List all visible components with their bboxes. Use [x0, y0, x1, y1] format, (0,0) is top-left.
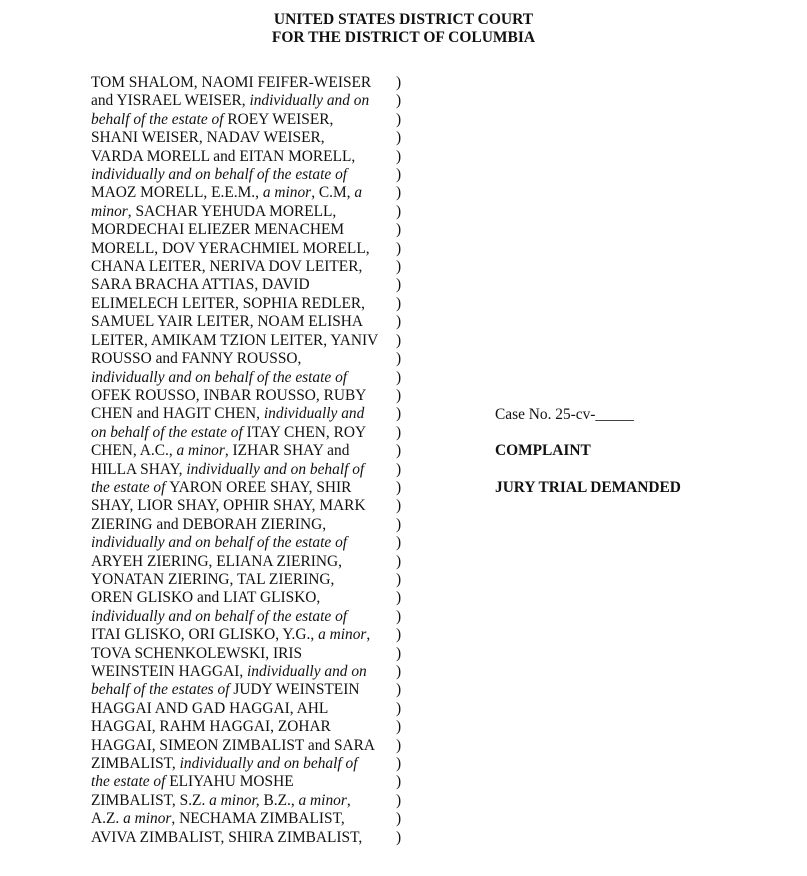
party-names-text: [91, 350, 301, 368]
party-text: A.Z.: [91, 810, 124, 828]
party-names-text: [91, 589, 320, 607]
caption-paren: ): [396, 258, 402, 276]
caption-line: [91, 608, 411, 626]
party-names-text: [91, 240, 370, 258]
party-names-text: [91, 645, 302, 663]
party-text: HAGGAI, RAHM HAGGAI, ZOHAR: [91, 718, 331, 736]
italic-phrase: the estate of: [91, 478, 170, 496]
party-names-text: [91, 148, 355, 166]
caption-paren: ): [396, 331, 402, 349]
party-names-text: [91, 681, 359, 699]
caption-paren: ): [396, 166, 402, 184]
party-text: ITAI GLISKO, ORI GLISKO, Y.G.,: [91, 626, 319, 644]
caption-line: [91, 792, 411, 810]
caption-paren: ): [396, 663, 402, 680]
party-names-text: [91, 737, 375, 755]
caption-line: [91, 258, 411, 276]
party-text: and YISRAEL WEISER,: [91, 92, 250, 110]
caption-paren: ): [396, 442, 402, 460]
party-text: TOVA SCHENKOLEWSKI, IRIS: [91, 644, 303, 662]
caption-line: [91, 626, 411, 644]
party-text: TOM SHALOM, NAOMI FEIFER-WEISER: [91, 74, 372, 91]
party-names-text: [91, 461, 364, 479]
party-text: YONATAN ZIERING, TAL ZIERING,: [91, 570, 335, 588]
document-type: COMPLAINT: [495, 442, 591, 459]
party-text: ELIYAHU MOSHE: [169, 773, 294, 791]
caption-line: [91, 645, 411, 663]
party-names-text: [91, 92, 369, 110]
caption-line: [91, 773, 411, 791]
italic-phrase: individually and on behalf of the estate of: [91, 368, 348, 386]
caption-paren: ): [396, 221, 402, 239]
party-names-text: [91, 276, 310, 294]
caption-line: [91, 681, 411, 699]
italic-phrase: individually and on behalf of the estate of: [91, 607, 348, 625]
italic-phrase: individually and on: [249, 92, 370, 110]
caption-line: [91, 461, 411, 479]
caption-line: [91, 92, 411, 110]
party-names-text: [91, 626, 370, 644]
caption-paren: ): [396, 755, 402, 773]
party-text: VARDA MORELL and EITAN MORELL,: [91, 147, 356, 165]
party-names-text: [91, 424, 366, 442]
caption-paren: ): [396, 791, 402, 809]
caption-paren: ): [396, 202, 402, 220]
italic-phrase: individually and on behalf of the estate of: [91, 534, 348, 552]
caption-line: [91, 276, 411, 294]
caption-paren: ): [396, 294, 402, 312]
party-names-text: [91, 516, 326, 534]
party-text: CHEN, A.C.,: [91, 442, 177, 460]
caption-line: [91, 516, 411, 534]
party-names-text: [91, 773, 294, 791]
italic-phrase: individually and on behalf of the estate of: [91, 166, 348, 184]
party-names-text: [91, 74, 371, 92]
party-text: MAOZ MORELL, E.E.M.,: [91, 184, 263, 202]
italic-phrase: individually and on behalf of: [179, 755, 358, 773]
italic-phrase: a minor: [176, 442, 225, 460]
caption-paren: ): [396, 478, 402, 496]
party-text: SAMUEL YAIR LEITER, NOAM ELISHA: [91, 313, 364, 331]
party-text: B.Z.,: [259, 791, 299, 809]
party-names-text: [91, 369, 347, 387]
italic-phrase: individually and on behalf of: [186, 460, 365, 478]
party-names-text: [91, 608, 347, 626]
party-text: ZIMBALIST, S.Z.: [91, 791, 210, 809]
case-caption-parties: [91, 74, 411, 847]
party-text: , SACHAR YEHUDA MORELL,: [127, 202, 337, 220]
party-text: YARON OREE SHAY, SHIR: [169, 478, 352, 496]
party-names-text: [91, 663, 367, 681]
caption-line: [91, 387, 411, 405]
caption-line: [91, 369, 411, 387]
caption-line: [91, 737, 411, 755]
party-text: ARYEH ZIERING, ELIANA ZIERING,: [91, 552, 342, 570]
party-text: HAGGAI, SIMEON ZIMBALIST and SARA: [91, 736, 376, 754]
italic-phrase: a minor: [262, 184, 312, 202]
party-names-text: [91, 571, 334, 589]
party-names-text: [91, 479, 351, 497]
party-names-text: [91, 184, 362, 202]
italic-phrase: minor: [91, 202, 128, 220]
caption-line: [91, 534, 411, 552]
caption-line: [91, 166, 411, 184]
caption-paren: ): [396, 552, 402, 570]
caption-paren: ): [396, 239, 402, 257]
party-names-text: [91, 442, 349, 460]
party-text: SARA BRACHA ATTIAS, DAVID: [91, 276, 310, 294]
party-text: WEINSTEIN HAGGAI,: [91, 663, 248, 680]
caption-line: [91, 221, 411, 239]
party-text: CHEN and HAGIT CHEN,: [91, 405, 264, 423]
caption-line: [91, 405, 411, 423]
caption-paren: ): [396, 110, 402, 128]
party-text: ROEY WEISER,: [227, 110, 334, 128]
caption-paren: ): [396, 276, 402, 294]
italic-phrase: behalf of the estates of: [91, 681, 234, 699]
italic-phrase: behalf of the estate of: [91, 110, 228, 128]
caption-line: [91, 111, 411, 129]
party-text: CHANA LEITER, NERIVA DOV LEITER,: [91, 258, 363, 276]
caption-paren: ): [396, 534, 402, 552]
caption-paren: ): [396, 368, 402, 386]
party-text: ITAY CHEN, ROY: [246, 423, 367, 441]
case-number: Case No. 25-cv-_____: [495, 406, 634, 423]
italic-phrase: individually and on: [247, 663, 367, 680]
party-text: LEITER, AMIKAM TZION LEITER, YANIV: [91, 331, 379, 349]
italic-phrase: on behalf of the estate of: [91, 423, 247, 441]
italic-phrase: a minor,: [209, 791, 260, 809]
party-names-text: [91, 792, 351, 810]
party-text: , NECHAMA ZIMBALIST,: [171, 810, 345, 828]
caption-line: [91, 497, 411, 515]
party-text: ROUSSO and FANNY ROUSSO,: [91, 350, 302, 368]
caption-line: [91, 718, 411, 736]
party-names-text: [91, 387, 366, 405]
party-text: HILLA SHAY,: [91, 460, 187, 478]
caption-paren: ): [396, 773, 402, 791]
party-names-text: [91, 553, 342, 571]
caption-line: [91, 700, 411, 718]
caption-line: [91, 313, 411, 331]
party-names-text: [91, 295, 365, 313]
party-text: AVIVA ZIMBALIST, SHIRA ZIMBALIST,: [91, 828, 363, 846]
caption-paren: ): [396, 515, 402, 533]
caption-paren: ): [396, 74, 402, 91]
caption-paren: ): [396, 626, 402, 644]
court-district: FOR THE DISTRICT OF COLUMBIA: [271, 29, 536, 46]
jury-demand: JURY TRIAL DEMANDED: [495, 479, 681, 496]
caption-line: [91, 350, 411, 368]
court-name: UNITED STATES DISTRICT COURT: [273, 11, 534, 28]
party-names-text: [91, 258, 362, 276]
caption-paren: ): [396, 589, 402, 607]
party-names-text: [91, 203, 336, 221]
caption-paren: ): [396, 460, 402, 478]
caption-paren: ): [396, 313, 402, 331]
party-names-text: [91, 810, 345, 828]
caption-line: [91, 810, 411, 828]
party-names-text: [91, 332, 378, 350]
caption-paren: ): [396, 92, 402, 110]
party-text: ,: [346, 791, 351, 809]
caption-line: [91, 203, 411, 221]
party-names-text: [91, 405, 364, 423]
party-text: ,: [366, 626, 371, 644]
party-text: MORELL, DOV YERACHMIEL MORELL,: [91, 239, 370, 257]
italic-phrase: a minor: [298, 791, 347, 809]
italic-phrase: the estate of: [91, 773, 170, 791]
caption-paren: ): [396, 699, 402, 717]
caption-paren: ): [396, 570, 402, 588]
party-text: OREN GLISKO and LIAT GLISKO,: [91, 589, 321, 607]
caption-line: [91, 829, 411, 847]
caption-paren: ): [396, 828, 402, 846]
italic-phrase: individually and: [263, 405, 365, 423]
italic-phrase: a minor: [318, 626, 367, 644]
party-names-text: [91, 221, 344, 239]
party-text: , C.M,: [311, 184, 355, 202]
party-text: ZIERING and DEBORAH ZIERING,: [91, 515, 327, 533]
party-names-text: [91, 534, 347, 552]
caption-paren: ): [396, 423, 402, 441]
party-text: OFEK ROUSSO, INBAR ROUSSO, RUBY: [91, 386, 367, 404]
caption-paren: ): [396, 129, 402, 147]
party-text: , IZHAR SHAY and: [224, 442, 350, 460]
caption-paren: ): [396, 386, 402, 404]
caption-paren: ): [396, 405, 402, 423]
caption-line: [91, 129, 411, 147]
caption-line: [91, 553, 411, 571]
party-names-text: [91, 718, 331, 736]
party-names-text: [91, 313, 363, 331]
caption-line: [91, 755, 411, 773]
party-names-text: [91, 829, 362, 847]
party-names-text: [91, 755, 357, 773]
italic-phrase: a: [354, 184, 363, 202]
party-names-text: [91, 111, 333, 129]
caption-line: [91, 74, 411, 92]
caption-line: [91, 589, 411, 607]
party-names-text: [91, 497, 366, 515]
caption-paren: ): [396, 497, 402, 515]
party-text: MORDECHAI ELIEZER MENACHEM: [91, 221, 345, 239]
court-header: [0, 11, 807, 47]
party-names-text: [91, 166, 347, 184]
caption-line: [91, 663, 411, 681]
caption-paren: ): [396, 184, 402, 202]
caption-line: [91, 424, 411, 442]
party-names-text: [91, 129, 325, 147]
party-names-text: [91, 700, 328, 718]
caption-line: [91, 240, 411, 258]
caption-line: [91, 442, 411, 460]
italic-phrase: a minor: [123, 810, 172, 828]
caption-line: [91, 295, 411, 313]
caption-line: [91, 332, 411, 350]
party-text: ZIMBALIST,: [91, 755, 180, 773]
caption-paren: ): [396, 607, 402, 625]
party-text: SHAY, LIOR SHAY, OPHIR SHAY, MARK: [91, 497, 366, 515]
party-text: ELIMELECH LEITER, SOPHIA REDLER,: [91, 294, 366, 312]
caption-line: [91, 479, 411, 497]
caption-paren: ): [396, 147, 402, 165]
caption-line: [91, 148, 411, 166]
caption-line: [91, 184, 411, 202]
party-text: SHANI WEISER, NADAV WEISER,: [91, 129, 325, 147]
party-text: HAGGAI AND GAD HAGGAI, AHL: [91, 699, 329, 717]
caption-paren: ): [396, 350, 402, 368]
caption-paren: ): [396, 681, 402, 699]
caption-paren: ): [396, 644, 402, 662]
caption-paren: ): [396, 718, 402, 736]
caption-paren: ): [396, 736, 402, 754]
caption-line: [91, 571, 411, 589]
party-text: JUDY WEINSTEIN: [233, 681, 360, 699]
caption-paren: ): [396, 810, 402, 828]
